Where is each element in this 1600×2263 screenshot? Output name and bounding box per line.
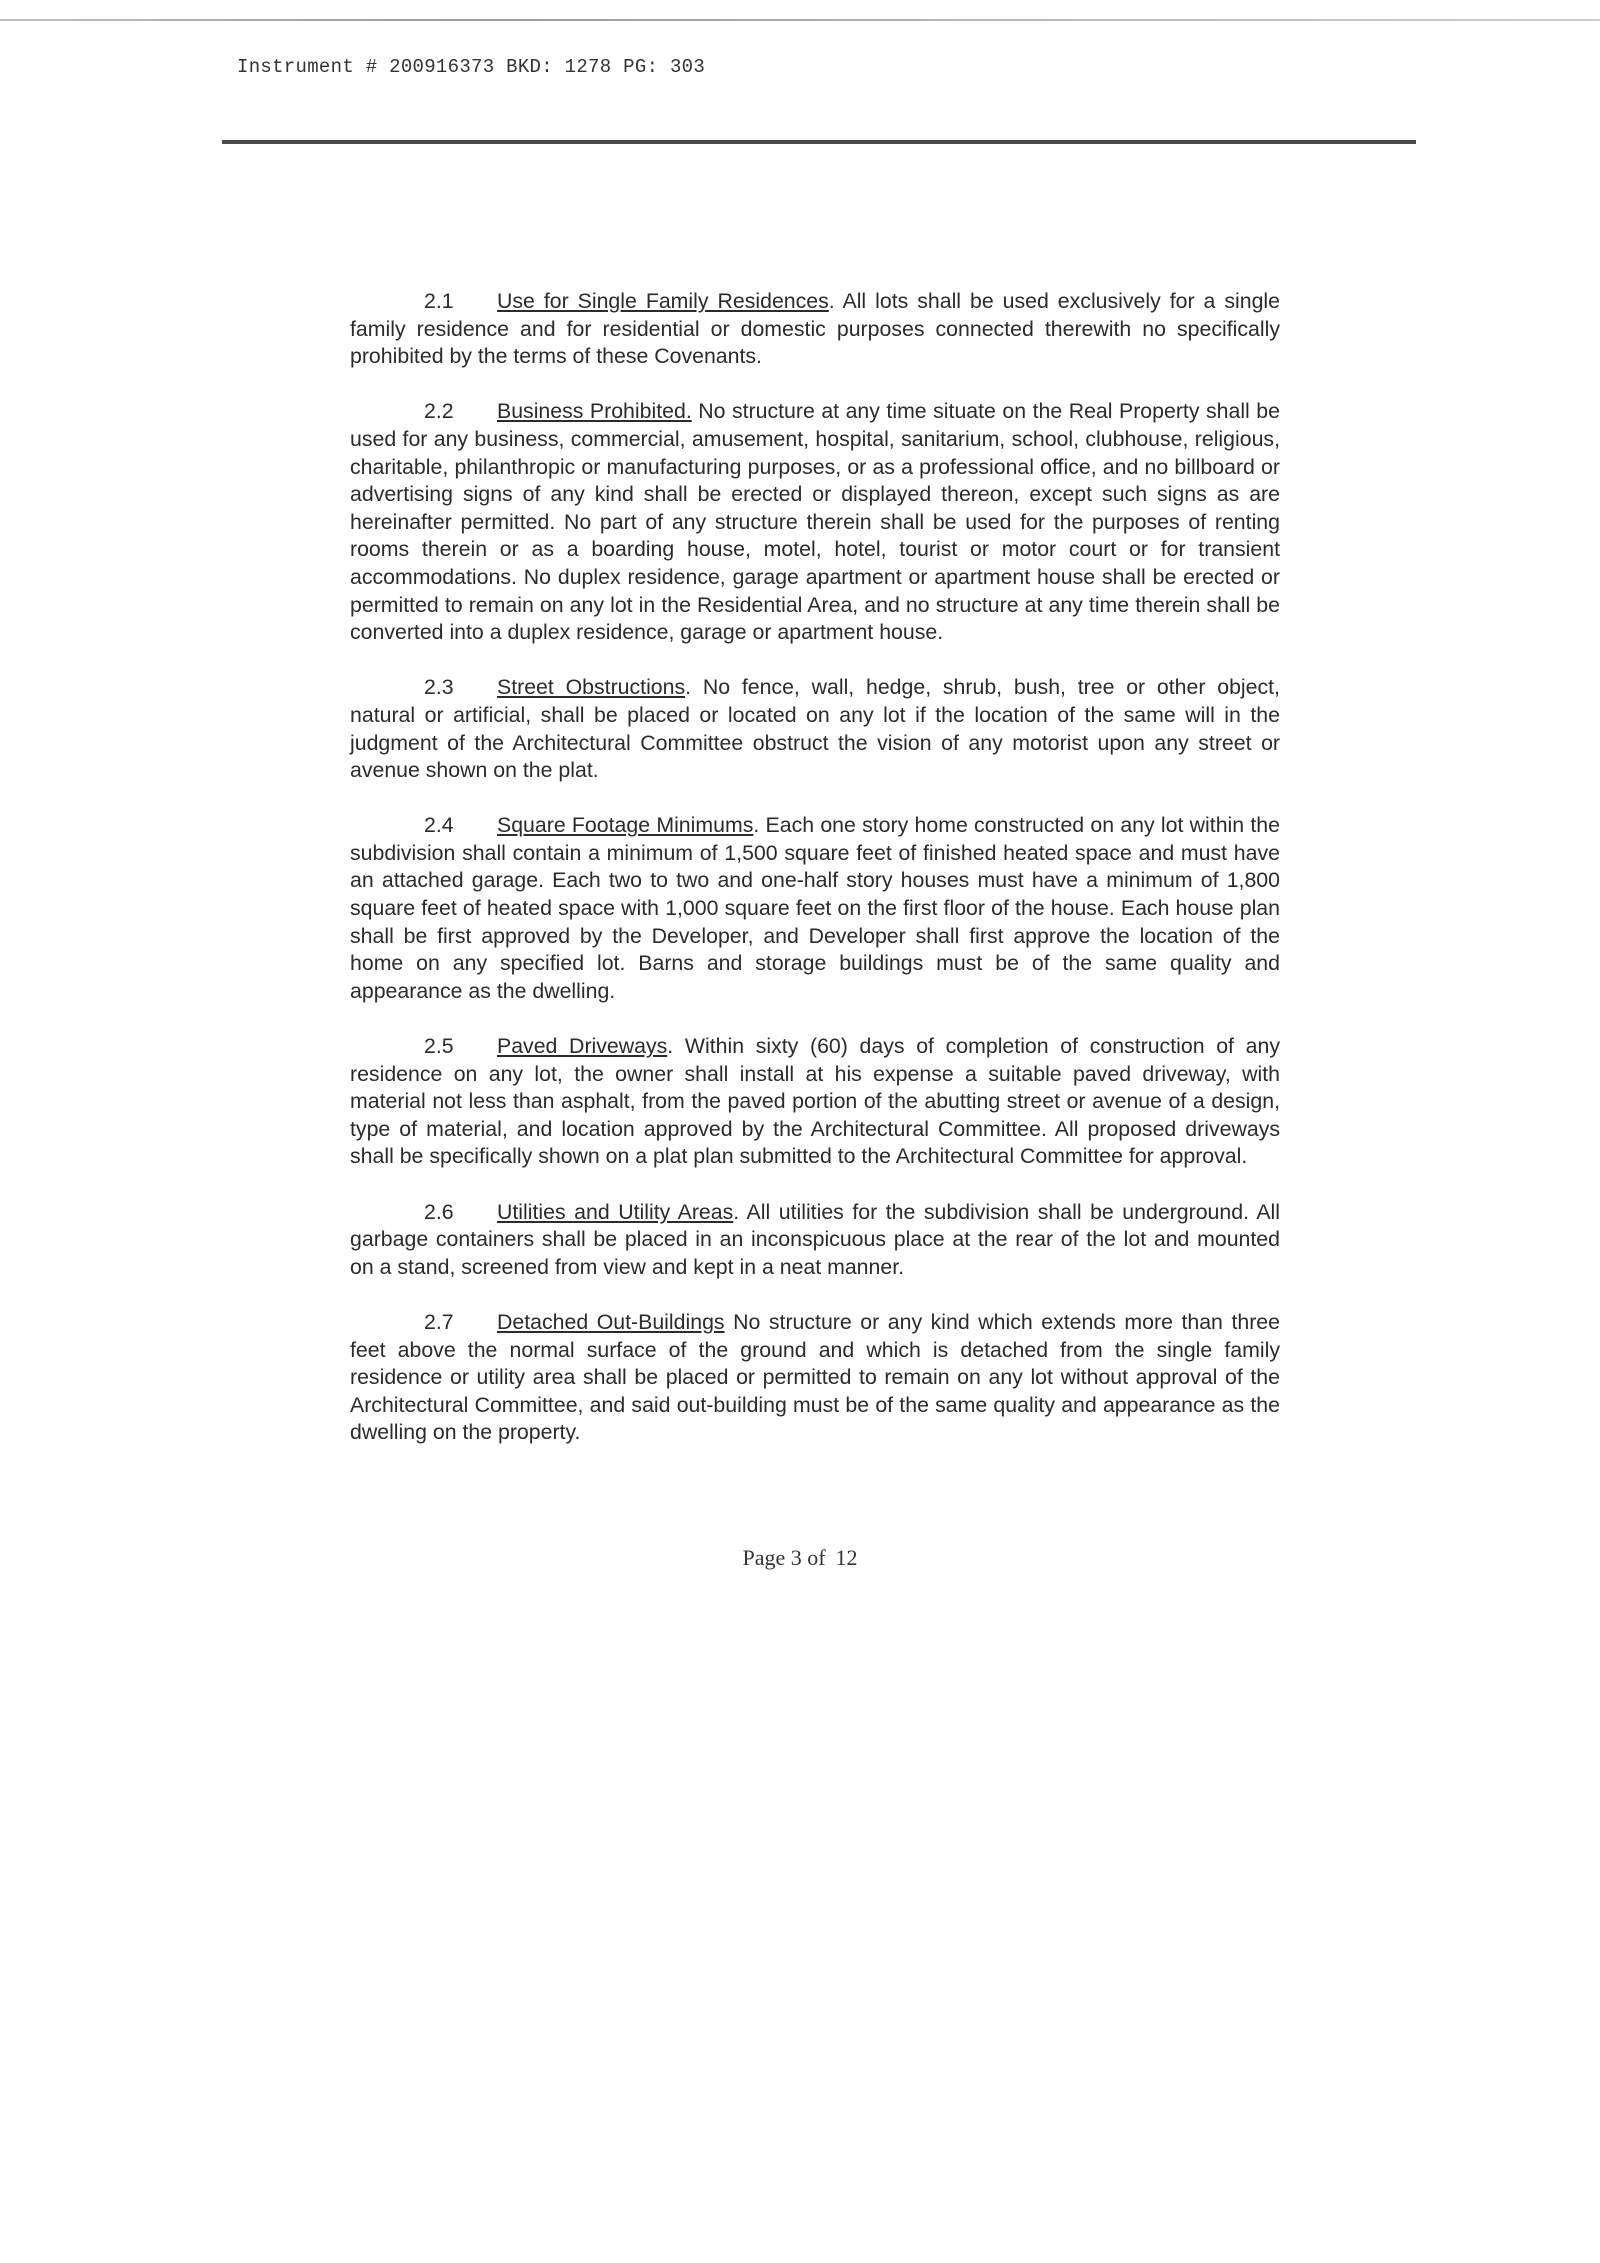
- section-title: Street Obstructions: [497, 675, 686, 700]
- section-text: No structure or any kind which extends more than three feet above the normal surface of the ground and which is detached from the single family residence or utility area shall be placed or permitted to remain on any lot without approval of the Architectural Committee, and said out-building must be of the same quality and appearance as the dwelling on the property.: [350, 1309, 1280, 1445]
- section-number: 2.3: [424, 675, 454, 700]
- section-text: All utilities for the subdivision shall be underground. All garbage containers shall be placed in an inconspicuous place at the rear of the lot and mounted on a stand, screened from view and kept in a neat manner.: [350, 1199, 1281, 1279]
- section-2-5: [350, 1033, 1280, 1171]
- section-2-2: [350, 398, 1280, 646]
- page-label: Page 3 of: [742, 1545, 826, 1570]
- section-text: All lots shall be used exclusively for a single family residence and for residential or domestic purposes connected therewith no specifically prohibited by the terms of these Covenants.: [350, 289, 1281, 369]
- section-title: Business Prohibited.: [497, 399, 692, 424]
- section-number: 2.7: [424, 1309, 454, 1334]
- section-2-7: [350, 1309, 1280, 1447]
- section-title-punct: .: [828, 289, 835, 313]
- section-title: Square Footage Minimums: [497, 813, 754, 838]
- section-title-punct: .: [733, 1199, 740, 1224]
- section-number: 2.1: [424, 289, 454, 313]
- section-2-4: [350, 812, 1280, 1005]
- section-number: 2.6: [424, 1199, 454, 1224]
- instrument-header: Instrument # 200916373 BKD: 1278 PG: 303: [237, 56, 706, 78]
- page-number-footer: [0, 1545, 1600, 1571]
- page-total: 12: [835, 1545, 858, 1570]
- section-text: Each one story home constructed on any lot within the subdivision shall contain a minimum of 1,500 square feet of finished heated space and must have an attached garage. Each two to two and one-half story houses must have a minimum of 1,800 square feet of heated space with 1,000 square feet on the first floor of the house. Each house plan shall be first approved by the Developer, and Developer shall first approve the location of the home on any specified lot. Barns and storage buildings must be of the same quality and appearance as the dwelling.: [350, 813, 1280, 1003]
- scan-edge-line: [0, 19, 1600, 21]
- covenants-body: [350, 288, 1280, 1475]
- section-title: Utilities and Utility Areas: [497, 1199, 734, 1224]
- section-2-6: [350, 1199, 1280, 1282]
- section-title: Paved Driveways: [497, 1034, 668, 1059]
- section-title-punct: .: [753, 813, 760, 838]
- section-title-punct: .: [685, 675, 692, 700]
- section-2-1: [350, 288, 1280, 371]
- section-number: 2.4: [424, 813, 454, 838]
- section-2-3: [350, 674, 1280, 784]
- header-rule: [222, 140, 1416, 144]
- section-text: No structure at any time situate on the Real Property shall be used for any business, commercial, amusement, hospital, sanitarium, school, clubhouse, religious, charitable, philanthropic or manufacturing purposes, or as a professional office, and no billboard or advertising signs of any kind shall be erected or displayed thereon, except such signs as are hereinafter permitted. No part of any structure therein shall be used for the purposes of renting rooms therein or as a boarding house, motel, hotel, tourist or motor court or for transient accommodations. No duplex residence, garage apartment or apartment house shall be erected or permitted to remain on any lot in the Residential Area, and no structure at any time therein shall be converted into a duplex residence, garage or apartment house.: [350, 399, 1280, 645]
- section-text: Within sixty (60) days of completion of construction of any residence on any lot, the owner shall install at his expense a suitable paved driveway, with material not less than asphalt, from the paved portion of the abutting street or avenue of a design, type of material, and location approved by the Architectural Committee. All proposed driveways shall be specifically shown on a plat plan submitted to the Architectural Committee for approval.: [350, 1034, 1280, 1169]
- section-text: No fence, wall, hedge, shrub, bush, tree or other object, natural or artificial, shall be placed or located on any lot if the location of the same will in the judgment of the Architectural Committee obstruct the vision of any motorist upon any street or avenue shown on the plat.: [350, 675, 1280, 783]
- section-number: 2.2: [424, 399, 454, 424]
- section-title-punct: .: [667, 1034, 674, 1059]
- section-number: 2.5: [424, 1034, 454, 1059]
- section-title: Use for Single Family Residences: [497, 289, 829, 313]
- section-title: Detached Out-Buildings: [497, 1309, 725, 1334]
